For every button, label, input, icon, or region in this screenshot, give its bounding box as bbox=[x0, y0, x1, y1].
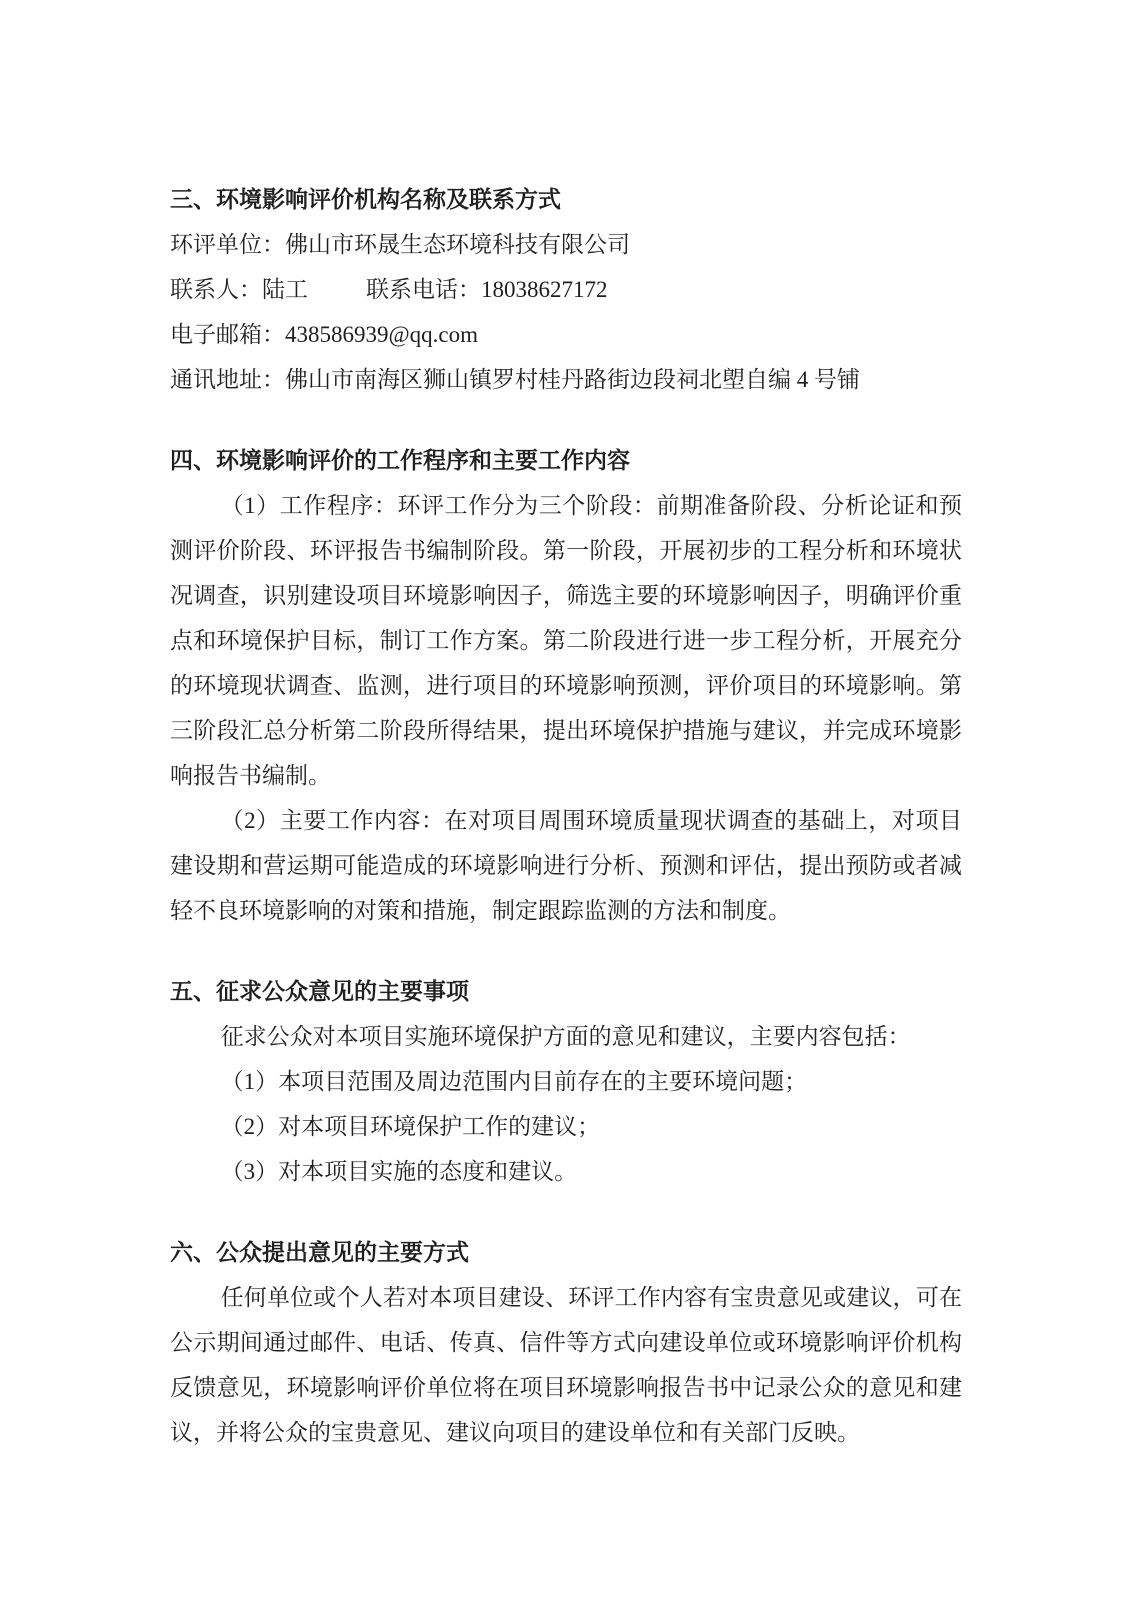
section-heading-4: 四、环境影响评价的工作程序和主要工作内容 bbox=[170, 448, 630, 473]
section-heading-6: 六、公众提出意见的主要方式 bbox=[170, 1240, 469, 1265]
section-heading-3: 三、环境影响评价机构名称及联系方式 bbox=[170, 187, 561, 212]
section-heading-5: 五、征求公众意见的主要事项 bbox=[170, 979, 469, 1004]
address-line: 通讯地址：佛山市南海区狮山镇罗村桂丹路街边段祠北塱自编 4 号铺 bbox=[170, 367, 860, 392]
email-line: 电子邮箱：438586939@qq.com bbox=[170, 322, 479, 347]
contact-phone: 联系电话：18038627172 bbox=[366, 277, 608, 302]
section-work-procedure bbox=[170, 438, 962, 933]
section-feedback-methods bbox=[170, 1230, 962, 1455]
document-body bbox=[170, 177, 962, 1455]
contact-person-phone-line bbox=[170, 267, 962, 312]
work-content-paragraph: （2）主要工作内容：在对项目周围环境质量现状调查的基础上，对项目建设期和营运期可能造成的环境影响进行分析、预测和评估，提出预防或者减轻不良环境影响的对策和措施，制定跟踪监测的方法和制度。 bbox=[170, 808, 962, 923]
work-procedure-paragraph: （1）工作程序：环评工作分为三个阶段：前期准备阶段、分析论证和预测评价阶段、环评报告书编制阶段。第一阶段，开展初步的工程分析和环境状况调查，识别建设项目环境影响因子，筛选主要的环境影响因子，明确评价重点和环境保护目标，制订工作方案。第二阶段进行进一步工程分析，开展充分的环境现状调查、监测，进行项目的环境影响预测，评价项目的环境影响。第三阶段汇总分析第二阶段所得结果，提出环境保护措施与建议，并完成环境影响报告书编制。 bbox=[170, 493, 962, 788]
public-opinion-intro: 征求公众对本项目实施环境保护方面的意见和建议，主要内容包括： bbox=[220, 1024, 911, 1049]
eia-unit-line: 环评单位：佛山市环晟生态环境科技有限公司 bbox=[170, 232, 630, 257]
section-agency-contact bbox=[170, 177, 962, 402]
contact-person: 联系人：陆工 bbox=[170, 277, 308, 302]
opinion-item-3: （3）对本项目实施的态度和建议。 bbox=[220, 1159, 578, 1184]
feedback-methods-paragraph: 任何单位或个人若对本项目建设、环评工作内容有宝贵意见或建议，可在公示期间通过邮件、电话、传真、信件等方式向建设单位或环境影响评价机构反馈意见，环境影响评价单位将在项目环境影响报告书中记录公众的意见和建议，并将公众的宝贵意见、建议向项目的建设单位和有关部门反映。 bbox=[170, 1285, 962, 1445]
opinion-item-2: （2）对本项目环境保护工作的建议； bbox=[220, 1114, 601, 1139]
section-public-opinion-items bbox=[170, 969, 962, 1194]
opinion-item-1: （1）本项目范围及周边范围内目前存在的主要环境问题； bbox=[220, 1069, 808, 1094]
